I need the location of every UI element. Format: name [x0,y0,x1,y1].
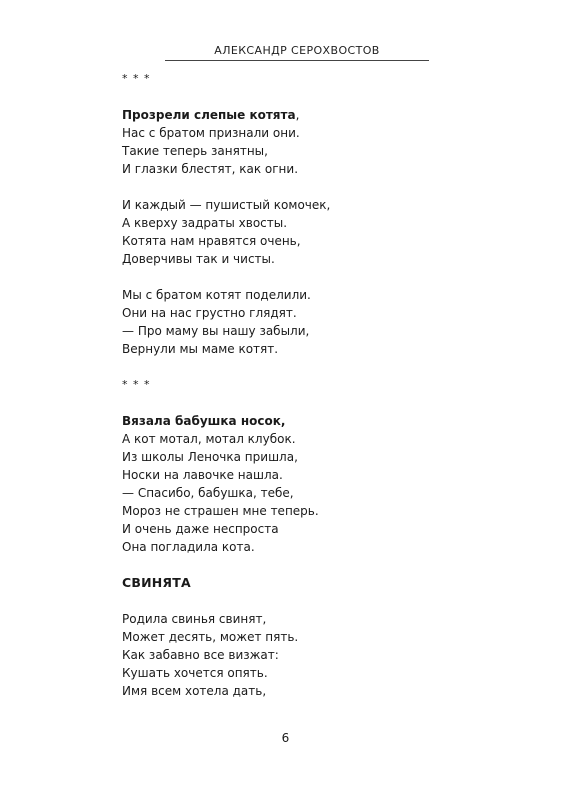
poem-line: А кверху задраты хвосты. [122,216,288,230]
blank-line [122,178,442,196]
poem-first-line-bold: Прозрели слепые котята [122,108,296,122]
blank-line [122,88,442,106]
poem-line: Мороз не страшен мне теперь. [122,504,319,518]
poem-line: И каждый — пушистый комочек, [122,198,331,212]
poem-title: СВИНЯТА [122,575,191,590]
poem-first-line-bold: Вязала бабушка носок, [122,414,286,428]
poem-separator: * * * [122,378,151,391]
poem-first-line [122,106,442,124]
poem-line: — Спасибо, бабушка, тебе, [122,486,294,500]
poem-first-line-rest: , [295,108,300,122]
poem-line: Доверчивы так и чисты. [122,252,275,266]
poem-line: Они на нас грустно глядят. [122,306,297,320]
blank-line [122,592,442,610]
poem-separator: * * * [122,72,151,85]
blank-line [122,268,442,286]
page-body [122,70,442,700]
poem-line: Нас с братом признали они. [122,126,300,140]
poem-line: Родила свинья свинят, [122,612,267,626]
blank-line [122,556,442,574]
header-rule [165,60,429,61]
poem-line: Носки на лавочке нашла. [122,468,283,482]
poem-line: Может десять, может пять. [122,630,299,644]
poem-line: Она погладила кота. [122,540,255,554]
poem-line: Кушать хочется опять. [122,666,268,680]
poem-line: Из школы Леночка пришла, [122,450,298,464]
page-number: 6 [281,731,290,745]
poem-line: Мы с братом котят поделили. [122,288,311,302]
running-header: АЛЕКСАНДР СЕРОХВОСТОВ [214,44,380,57]
poem-line: Как забавно все визжат: [122,648,279,662]
poem-line: — Про маму вы нашу забыли, [122,324,310,338]
poem-line: А кот мотал, мотал клубок. [122,432,296,446]
poem-line: И очень даже неспроста [122,522,279,536]
poem-line: Вернули мы маме котят. [122,342,279,356]
poem-line: Котята нам нравятся очень, [122,234,301,248]
blank-line [122,394,442,412]
blank-line [122,358,442,376]
poem-line: Имя всем хотела дать, [122,684,267,698]
poem-line: Такие теперь занятны, [122,144,268,158]
poem-line: И глазки блестят, как огни. [122,162,299,176]
